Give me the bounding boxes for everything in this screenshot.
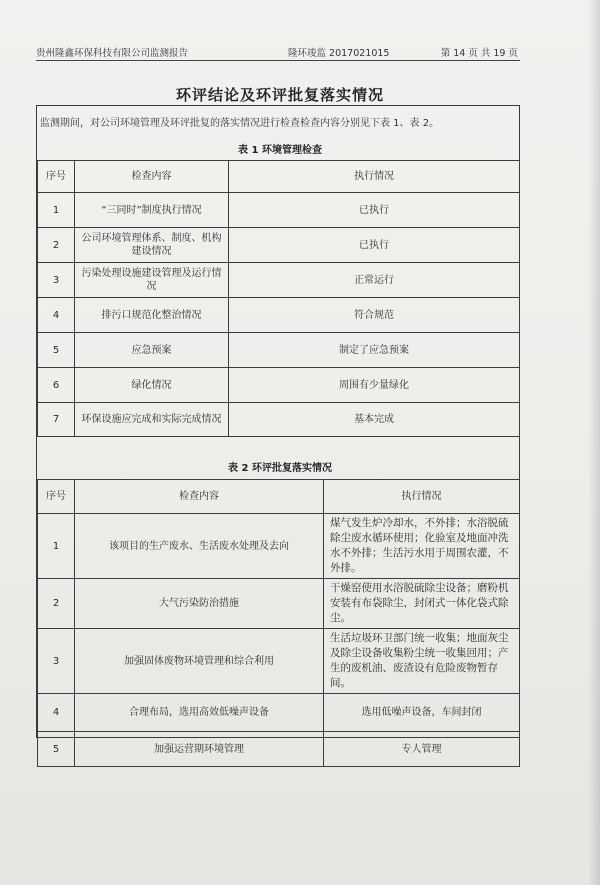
header-rule xyxy=(36,60,520,61)
col-header-content: 检查内容 xyxy=(75,161,229,193)
row-no: 4 xyxy=(38,298,75,333)
col-header-status: 执行情况 xyxy=(324,480,520,514)
row-no: 3 xyxy=(38,629,75,694)
table-header-row xyxy=(38,480,520,514)
table-row xyxy=(38,579,520,629)
row-no: 2 xyxy=(38,579,75,629)
header-page-number: 第 14 页 共 19 页 xyxy=(440,48,518,59)
row-content: 绿化情况 xyxy=(75,368,229,403)
table2-caption: 表 2 环评批复落实情况 xyxy=(228,463,332,474)
table-row xyxy=(38,193,520,228)
table-row xyxy=(38,514,520,579)
row-content: 该项目的生产废水、生活废水处理及去向 xyxy=(75,514,324,579)
table-row xyxy=(38,629,520,694)
col-header-content: 检查内容 xyxy=(75,480,324,514)
header-report-number: 隆环竣监 2017021015 xyxy=(288,48,390,59)
table-row xyxy=(38,228,520,263)
environment-management-table xyxy=(37,160,520,437)
row-status: 干燥窑使用水浴脱硫除尘设备；磨粉机安装有布袋除尘，封闭式一体化袋式除尘。 xyxy=(324,579,520,629)
row-content: 环保设施应完成和实际完成情况 xyxy=(75,403,229,437)
row-no: 7 xyxy=(38,403,75,437)
row-no: 1 xyxy=(38,193,75,228)
row-no: 2 xyxy=(38,228,75,263)
eia-approval-table xyxy=(37,479,520,767)
table-row xyxy=(38,403,520,437)
row-content: 大气污染防治措施 xyxy=(75,579,324,629)
row-status: 正常运行 xyxy=(229,263,520,298)
table-row xyxy=(38,694,520,732)
row-status: 制定了应急预案 xyxy=(229,333,520,368)
header-company: 贵州隆鑫环保科技有限公司监测报告 xyxy=(36,48,189,59)
row-no: 4 xyxy=(38,694,75,732)
row-no: 5 xyxy=(38,333,75,368)
table-row xyxy=(38,368,520,403)
row-content: 加强固体废物环境管理和综合利用 xyxy=(75,629,324,694)
row-status: 专人管理 xyxy=(324,732,520,767)
row-status: 已执行 xyxy=(229,228,520,263)
table-header-row xyxy=(38,161,520,193)
table-row xyxy=(38,732,520,767)
page-title: 环评结论及环评批复落实情况 xyxy=(175,86,384,104)
row-content: 应急预案 xyxy=(75,333,229,368)
row-content: “三同时”制度执行情况 xyxy=(75,193,229,228)
row-content: 加强运营期环境管理 xyxy=(75,732,324,767)
row-content: 合理布局，选用高效低噪声设备 xyxy=(75,694,324,732)
row-no: 6 xyxy=(38,368,75,403)
row-content: 公司环境管理体系、制度、机构建设情况 xyxy=(75,228,229,263)
row-content: 排污口规范化整治情况 xyxy=(75,298,229,333)
row-no: 5 xyxy=(38,732,75,767)
table-row xyxy=(38,263,520,298)
row-status: 已执行 xyxy=(229,193,520,228)
row-status: 基本完成 xyxy=(229,403,520,437)
row-content: 污染处理设施建设管理及运行情况 xyxy=(75,263,229,298)
intro-text: 监测期间，对公司环境管理及环评批复的落实情况进行检查检查内容分别见下表 1、表 2。 xyxy=(40,118,440,129)
row-status: 符合规范 xyxy=(229,298,520,333)
row-status: 生活垃圾环卫部门统一收集；地面灰尘及除尘设备收集粉尘统一收集回用；产生的废机油、废渣设有危险废物暂存间。 xyxy=(324,629,520,694)
row-status: 煤气发生炉冷却水，不外排；水浴脱硫除尘废水循环使用；化验室及地面冲洗水不外排；生活污水用于周围农灌，不外排。 xyxy=(324,514,520,579)
row-no: 1 xyxy=(38,514,75,579)
page-edge-shadow xyxy=(588,0,600,885)
col-header-no: 序号 xyxy=(38,480,75,514)
col-header-status: 执行情况 xyxy=(229,161,520,193)
col-header-no: 序号 xyxy=(38,161,75,193)
row-status: 选用低噪声设备，车间封闭 xyxy=(324,694,520,732)
table1-caption: 表 1 环境管理检查 xyxy=(238,145,322,156)
row-status: 周围有少量绿化 xyxy=(229,368,520,403)
table-row xyxy=(38,298,520,333)
row-no: 3 xyxy=(38,263,75,298)
table-row xyxy=(38,333,520,368)
